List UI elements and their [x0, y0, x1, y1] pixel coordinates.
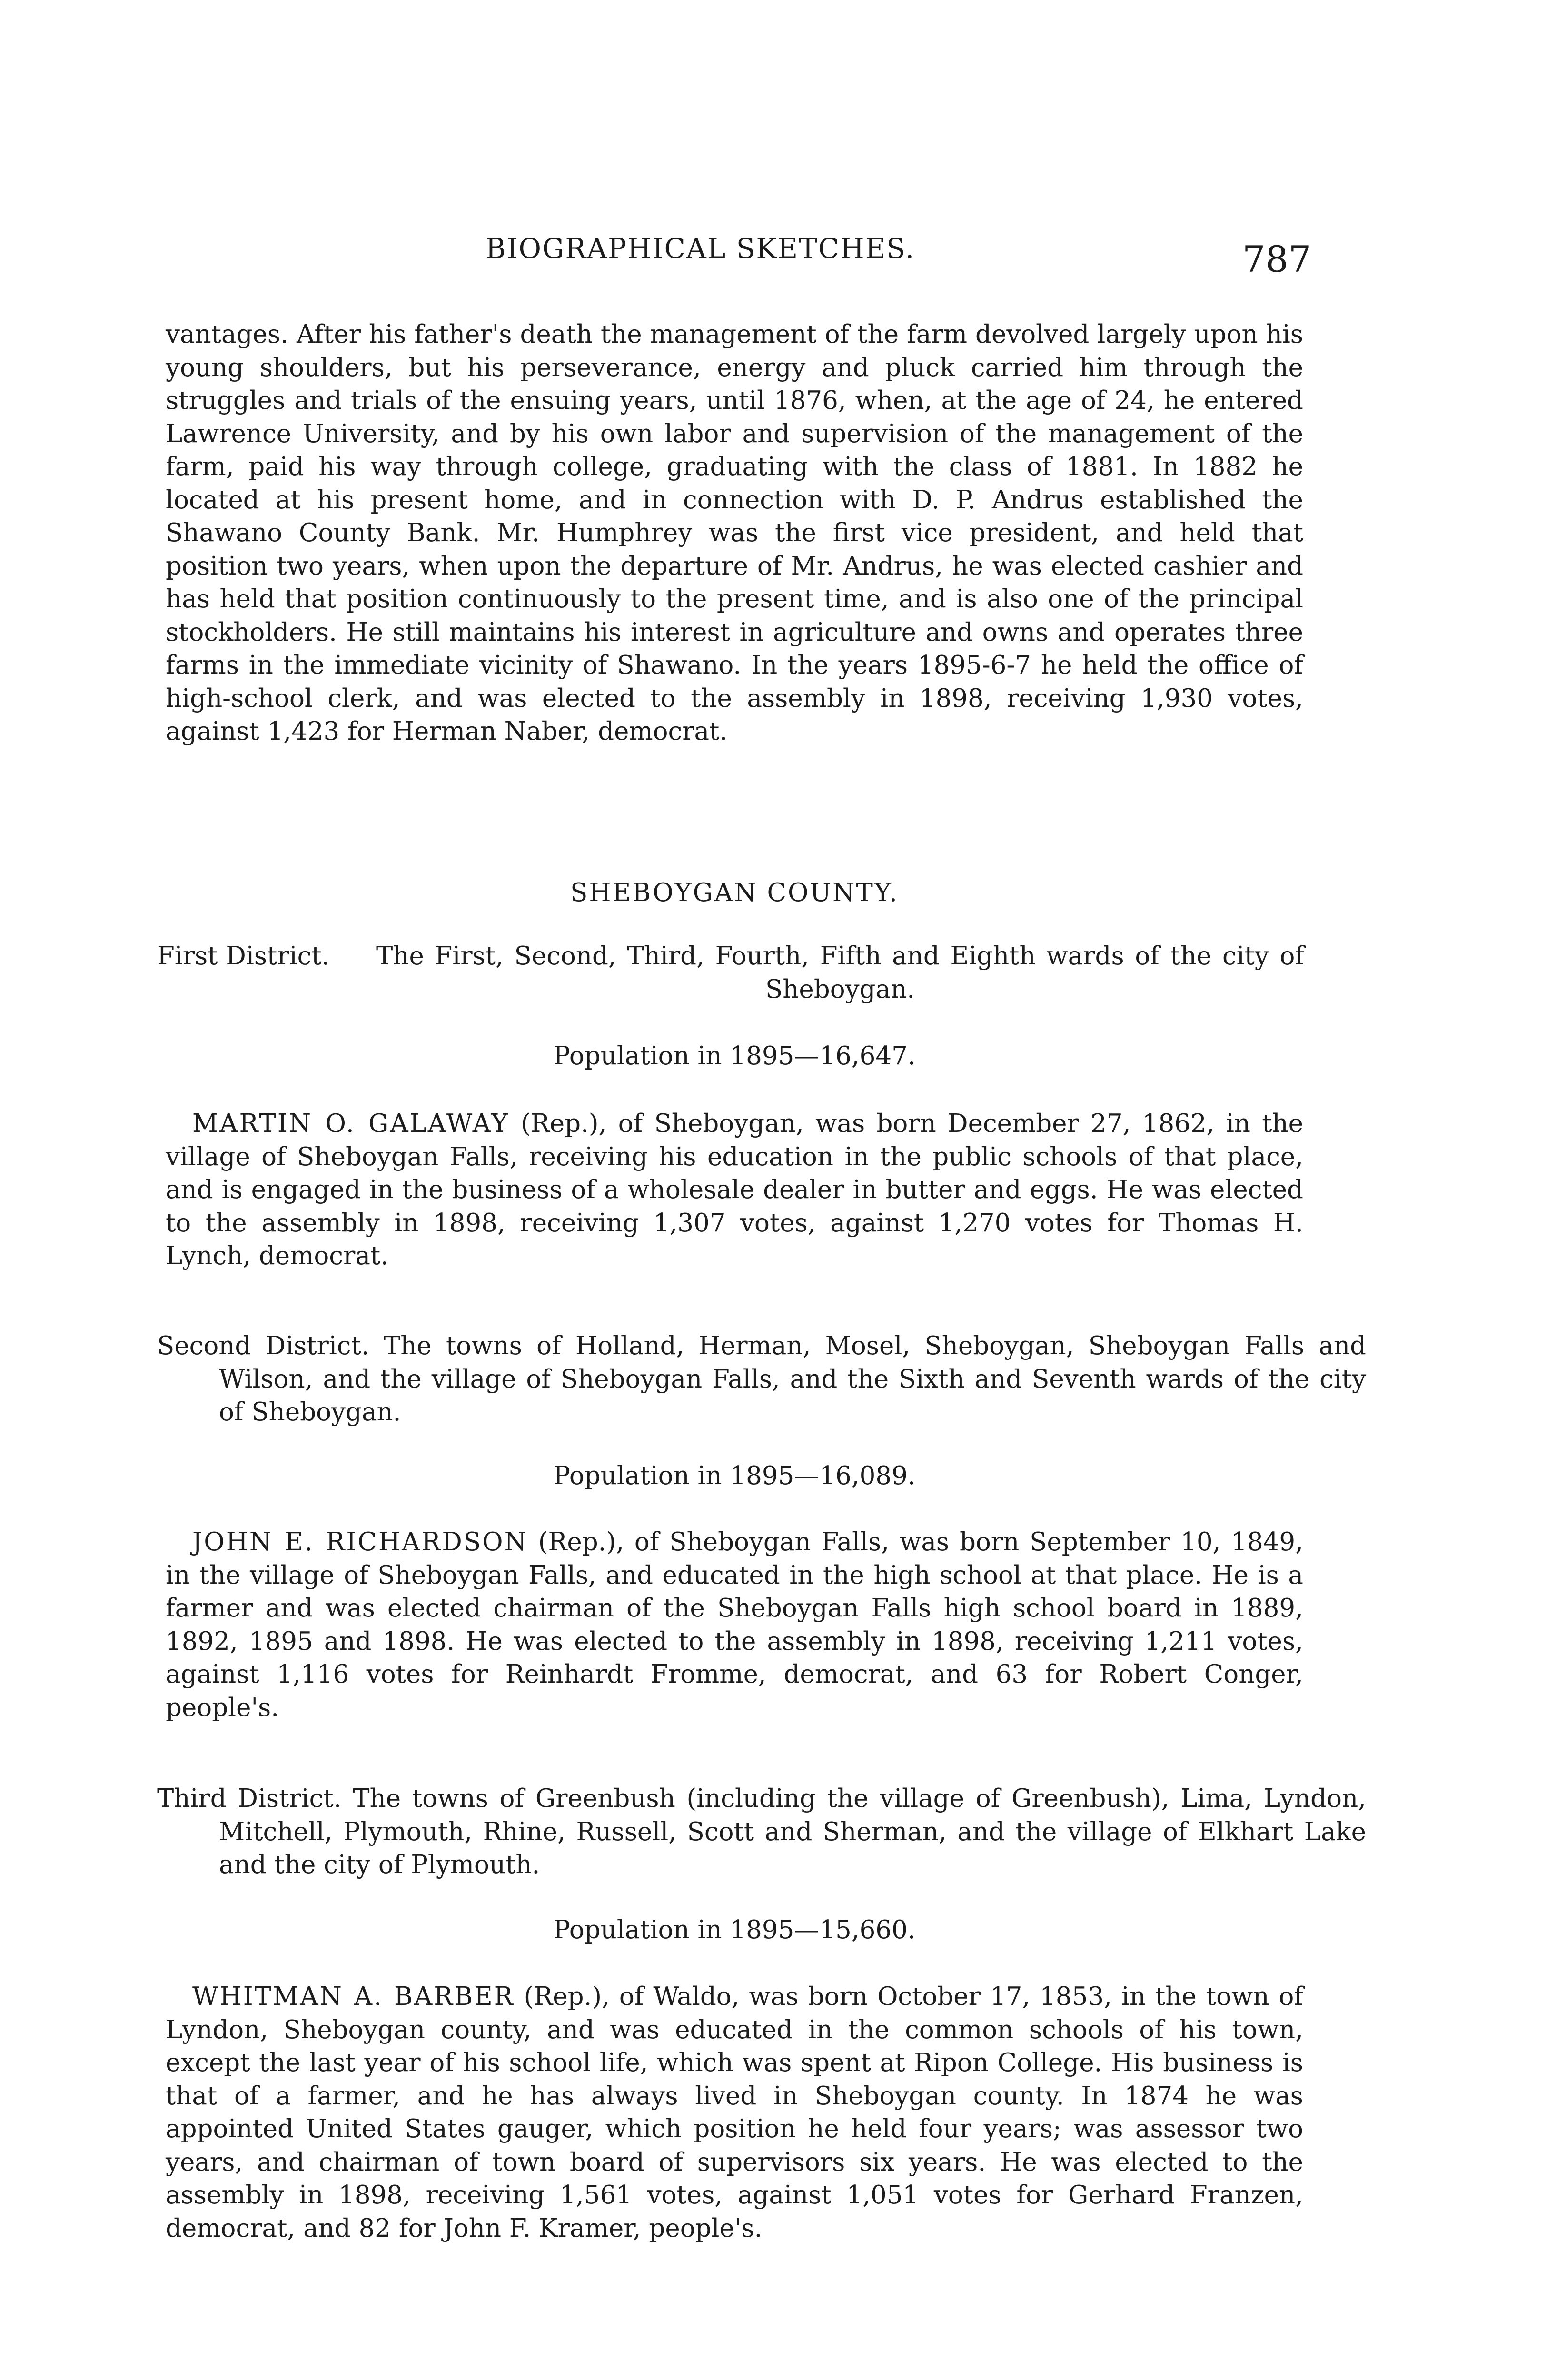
running-head: BIOGRAPHICAL SKETCHES.	[486, 232, 915, 265]
member-sketch-text: (Rep.), of Waldo, was born October 17, 1853, in the town of Lyndon, Sheboygan county, and was educated in the common schools of his town, except the last year of his school life, which was spent at Ripon College. His business is that of a farmer, and he has always lived in Sheboygan county. In 1874 he was appointed United States gauger, which position he held four years; was assessor two years, and chairman of town board of supervisors six years. He was elected to the assembly in 1898, receiving 1,561 votes, against 1,051 votes for Gerhard Franzen, democrat, and 82 for John F. Kramer, people's.	[166, 1982, 1303, 2243]
second-district-label: Second District.	[157, 1331, 369, 1360]
second-district-header	[157, 1329, 1366, 1429]
member-name: WHITMAN A. BARBER	[192, 1982, 515, 2011]
third-district-member-sketch	[166, 1980, 1303, 2245]
second-district-member-sketch	[166, 1526, 1303, 1724]
page-number: 787	[1242, 238, 1312, 280]
first-district-header	[157, 940, 1304, 1006]
first-district-label: First District.	[157, 942, 330, 971]
member-sketch-text: (Rep.), of Sheboygan, was born December 27, 1862, in the village of Sheboygan Falls, receiving his education in the public schools of that place, and is engaged in the business of a wholesale dealer in butter and eggs. He was elected to the assembly in 1898, receiving 1,307 votes, against 1,270 votes for Thomas H. Lynch, democrat.	[166, 1109, 1304, 1270]
county-heading: SHEBOYGAN COUNTY.	[570, 878, 899, 907]
first-district-member-sketch	[166, 1107, 1303, 1273]
third-district-population: Population in 1895—15,660.	[553, 1915, 916, 1944]
third-district-header	[157, 1782, 1366, 1882]
member-sketch-text: (Rep.), of Sheboygan Falls, was born September 10, 1849, in the village of Sheboygan Falls, and educated in the high school at that place. He is a farmer and was elected chairman of the Sheboygan Falls high school board in 1889, 1892, 1895 and 1898. He was elected to the assembly in 1898, receiving 1,211 votes, against 1,116 votes for Reinhardt Fromme, democrat, and 63 for Robert Conger, people's.	[166, 1527, 1303, 1722]
member-name: JOHN E. RICHARDSON	[192, 1527, 528, 1557]
humphrey-sketch-continuation: vantages. After his father's death the management of the farm devolved largely upon his young shoulders, but his perseverance, energy and pluck carried him through the struggles and trials of the ensuing years, until 1876, when, at the age of 24, he entered Lawrence University, and by his own labor and supervision of the management of the farm, paid his way through college, graduating with the class of 1881. In 1882 he located at his present home, and in connection with D. P. Andrus established the Shawano County Bank. Mr. Humphrey was the first vice president, and held that position two years, when upon the departure of Mr. Andrus, he was elected cashier and has held that position continuously to the present time, and is also one of the principal stockholders. He still maintains his interest in agriculture and owns and operates three farms in the immediate vicinity of Shawano. In the years 1895-6-7 he held the office of high-school clerk, and was elected to the assembly in 1898, receiving 1,930 votes, against 1,423 for Herman Naber, democrat.	[166, 320, 1303, 746]
second-district-population: Population in 1895—16,089.	[553, 1461, 916, 1490]
member-name: MARTIN O. GALAWAY	[192, 1109, 509, 1138]
first-district-description: The First, Second, Third, Fourth, Fifth and Eighth wards of the city of Sheboygan.	[376, 942, 1304, 1004]
first-district-population: Population in 1895—16,647.	[553, 1041, 916, 1071]
third-district-label: Third District.	[157, 1784, 342, 1813]
third-district-description: The towns of Greenbush (including the village of Greenbush), Lima, Lyndon, Mitchell, Plymouth, Rhine, Russell, Scott and Sherman, and the village of Elkhart Lake and the city of Plymouth.	[219, 1784, 1366, 1879]
second-district-description: The towns of Holland, Herman, Mosel, Sheboygan, Sheboygan Falls and Wilson, and the village of Sheboygan Falls, and the Sixth and Seventh wards of the city of Sheboygan.	[219, 1331, 1366, 1427]
